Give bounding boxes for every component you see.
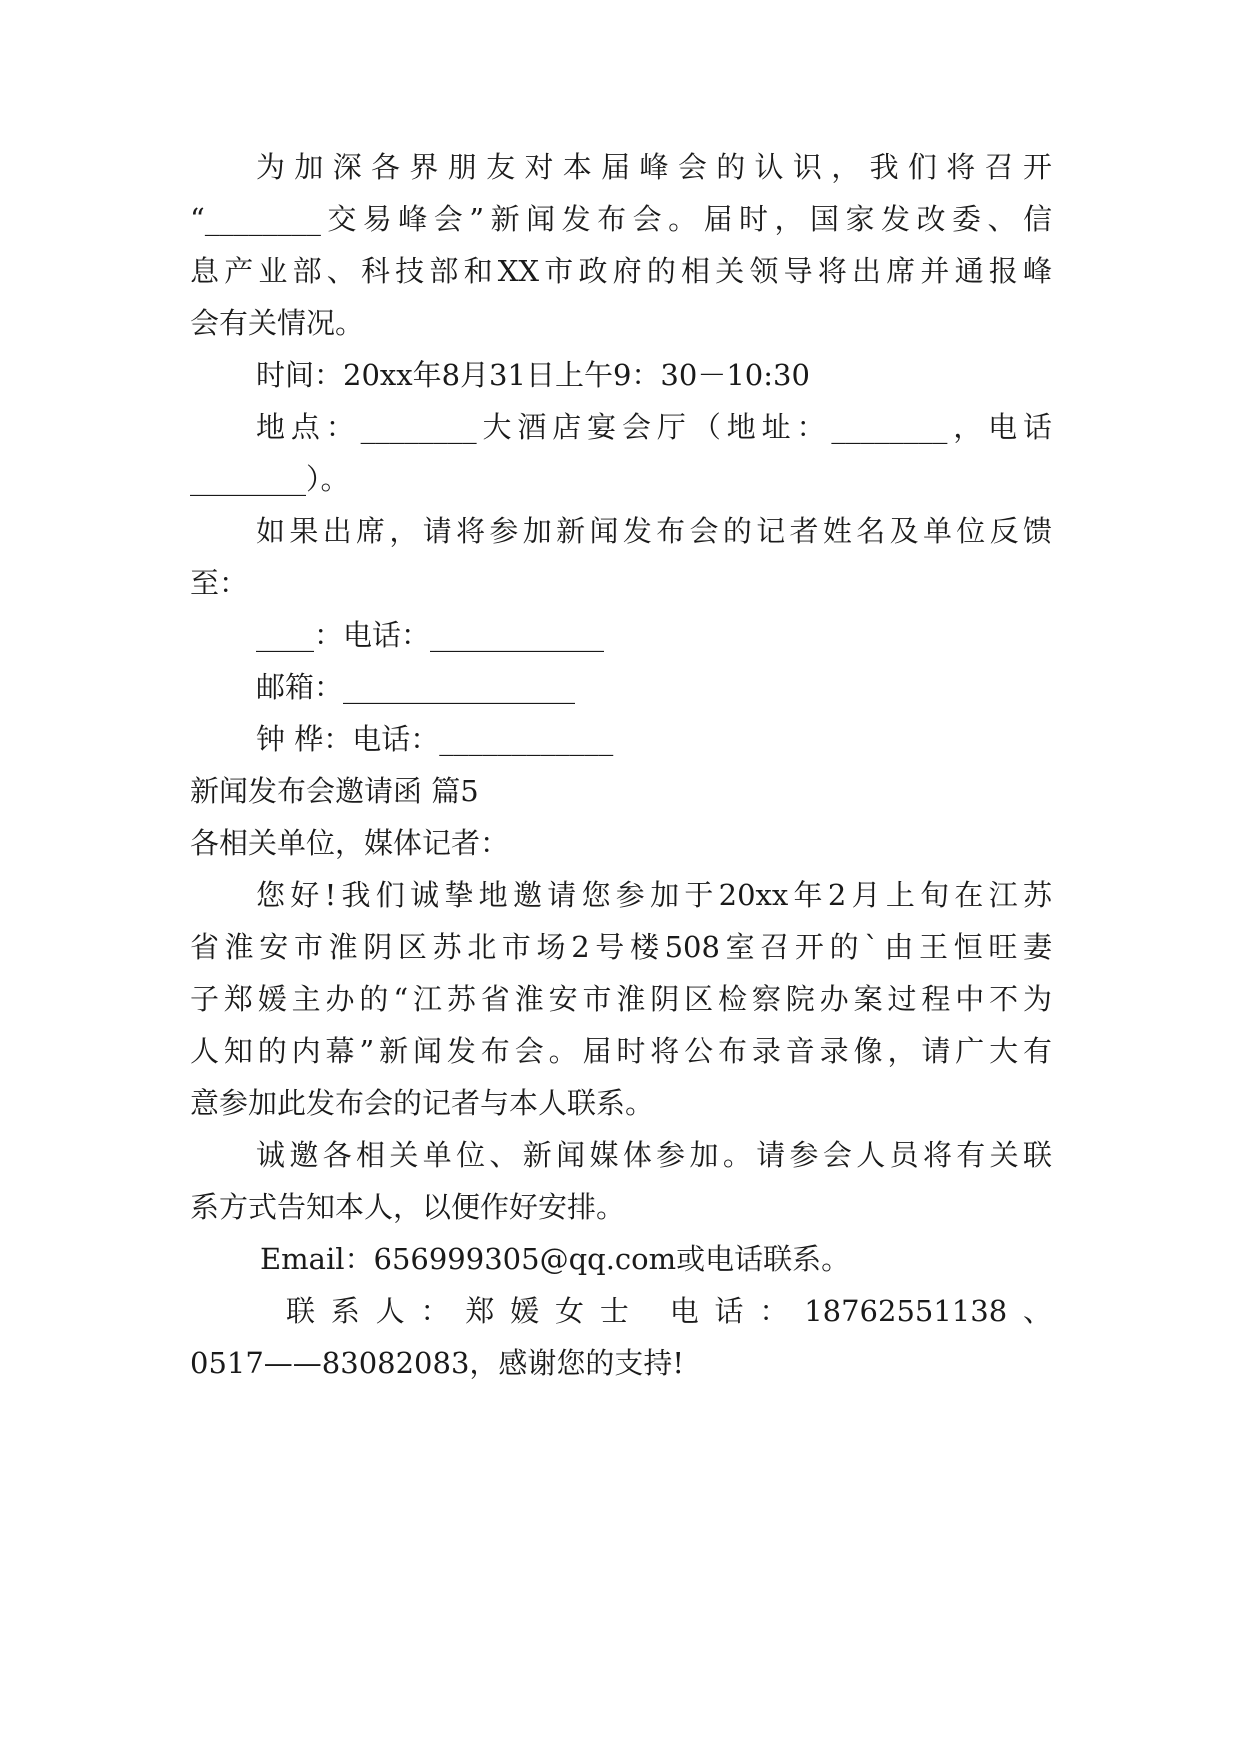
paragraph-intro-line-4: 会有关情况。: [190, 306, 365, 340]
contact-zhong-hua: 钟 桦：电话：____________: [256, 722, 614, 756]
paragraph-intro-line-2: “________交易峰会”新闻发布会。届时，国家发改委、信: [190, 202, 1052, 236]
body-line-4: 人知的内幕”新闻发布会。届时将公布录音录像，请广大有: [190, 1034, 1052, 1068]
meeting-time: 时间：20xx年8月31日上午9：30－10:30: [256, 358, 810, 392]
section-title: 新闻发布会邀请函 篇5: [190, 774, 479, 808]
body-line-3: 子郑媛主办的“江苏省淮安市淮阴区检察院办案过程中不为: [190, 982, 1052, 1016]
body-line-1: 您好!我们诚挚地邀请您参加于20xx年2月上旬在江苏: [256, 878, 1052, 912]
feedback-line-1: 如果出席，请将参加新闻发布会的记者姓名及单位反馈: [256, 514, 1052, 548]
invite-line-1: 诚邀各相关单位、新闻媒体参加。请参会人员将有关联: [256, 1138, 1052, 1172]
contact-email: 邮箱：________________: [256, 670, 576, 704]
invite-line-2: 系方式告知本人，以便作好安排。: [190, 1190, 626, 1224]
body-line-5: 意参加此发布会的记者与本人联系。: [190, 1086, 655, 1120]
meeting-location-line-1: 地点：________大酒店宴会厅（地址：________，电话: [256, 410, 1052, 444]
paragraph-intro-line-1: 为加深各界朋友对本届峰会的认识，我们将召开: [256, 150, 1052, 184]
greeting: 各相关单位，媒体记者：: [190, 826, 510, 860]
body-line-2: 省淮安市淮阴区苏北市场2号楼508室召开的`由王恒旺妻: [190, 930, 1052, 964]
paragraph-intro-line-3: 息产业部、科技部和XX市政府的相关领导将出席并通报峰: [190, 254, 1052, 288]
contact-person-line-1: 联系人：郑媛女士 电话：18762551138、: [286, 1294, 1052, 1328]
contact-person-line-2: 0517——83082083，感谢您的支持!: [190, 1346, 685, 1380]
email-line: Email：656999305@qq.com或电话联系。: [260, 1242, 851, 1276]
contact-phone: ____：电话：____________: [256, 618, 605, 652]
meeting-location-line-2: ________）。: [190, 462, 350, 496]
feedback-line-2: 至：: [190, 566, 249, 600]
